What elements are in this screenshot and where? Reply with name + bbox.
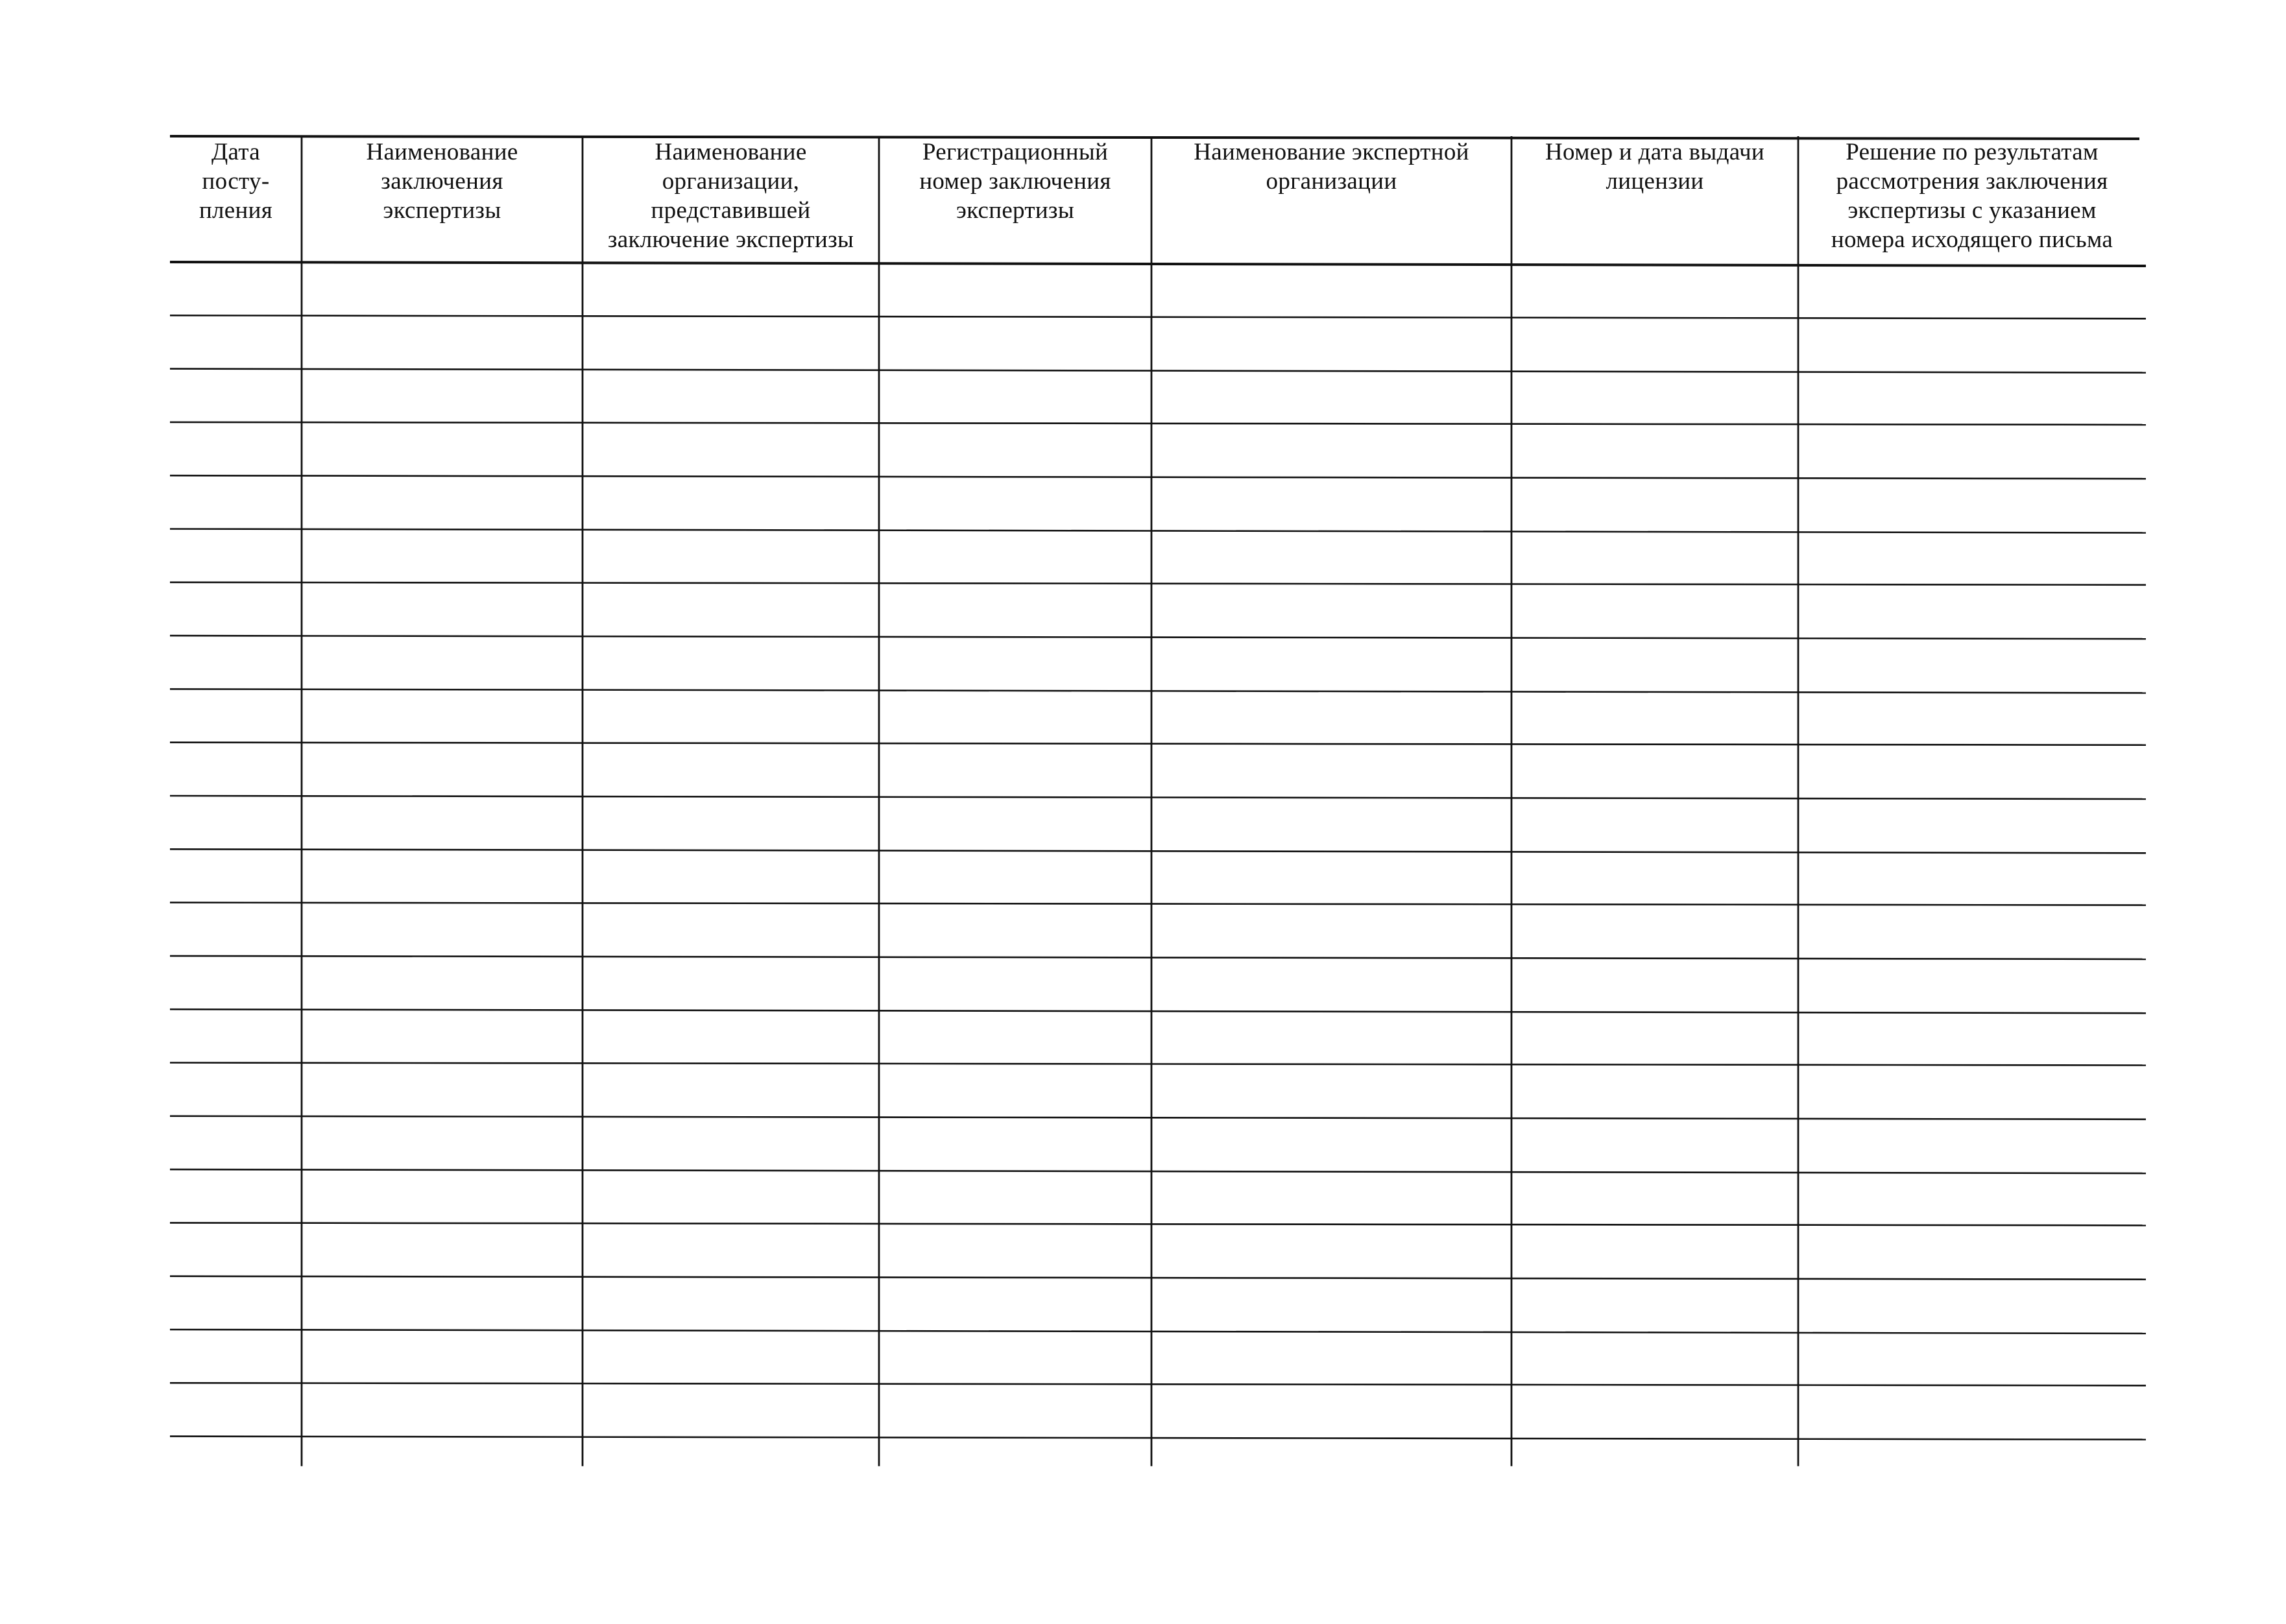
row-rule: [170, 1116, 2146, 1119]
header-reg-number: Регистрационный номер заключения экспертизы: [919, 139, 1111, 224]
row-rule: [170, 796, 2146, 799]
header-expert-org: Наименование экспертной организации: [1194, 139, 1469, 195]
row-rule: [170, 529, 2146, 533]
row-rule: [170, 956, 2146, 959]
row-rule: [170, 1009, 2146, 1013]
row-rule: [170, 582, 2146, 585]
row-rule: [170, 636, 2146, 639]
header-decision: Решение по результатам рассмотрения заключения экспертизы с указанием номера исходящего письма: [1831, 139, 2113, 253]
header-license: Номер и дата выдачи лицензии: [1545, 139, 1764, 195]
header-date: Дата посту- пления: [199, 139, 273, 224]
row-rule: [170, 475, 2146, 479]
row-rule: [170, 1383, 2146, 1385]
row-rule: [170, 1276, 2146, 1280]
row-rule: [170, 369, 2146, 373]
row-rule: [170, 849, 2146, 853]
header-conclusion-name: Наименование заключения экспертизы: [366, 139, 518, 224]
row-rule: [170, 1169, 2146, 1173]
header-bottom-rule: [170, 262, 2146, 266]
row-rule: [170, 1437, 2146, 1440]
row-rule: [170, 1223, 2146, 1225]
row-rule: [170, 1063, 2146, 1066]
header-organization: Наименование организации, представившей заключение экспертизы: [607, 139, 854, 253]
row-rule: [170, 422, 2146, 425]
row-rule: [170, 743, 2146, 745]
row-rule: [170, 689, 2146, 693]
row-rule: [170, 903, 2146, 905]
row-rule: [170, 1330, 2146, 1333]
row-rule: [170, 315, 2146, 318]
